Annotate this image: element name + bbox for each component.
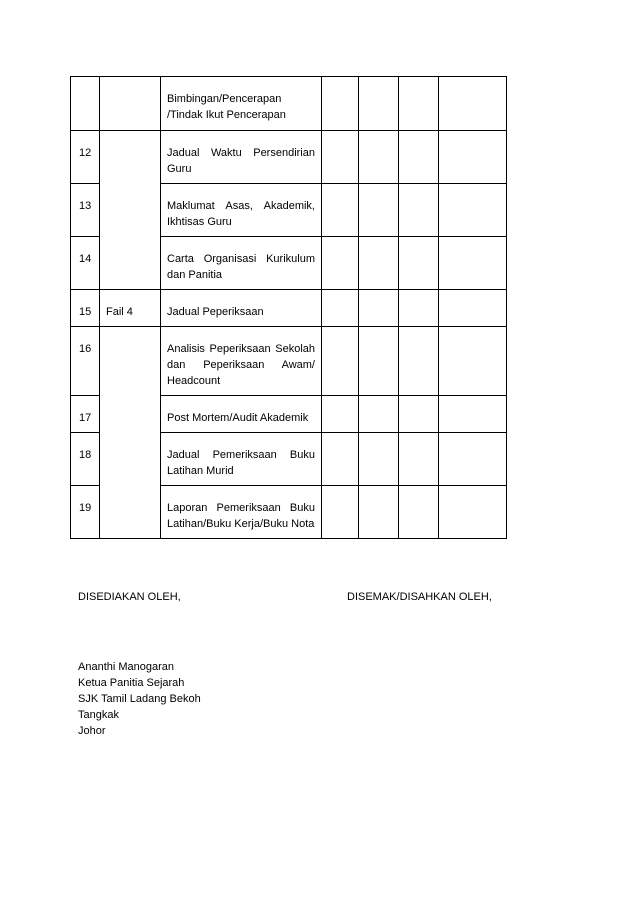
empty-cell: [439, 290, 507, 327]
preparer-state: Johor: [78, 725, 106, 737]
checked-by-label: DISEMAK/DISAHKAN OLEH,: [347, 591, 492, 603]
table-row: [71, 77, 507, 131]
row-number: 17: [71, 396, 100, 433]
item-cell: Analisis Peperiksaan Sekolah dan Peperiksaan Awam/ Headcount: [161, 327, 322, 396]
empty-cell: [439, 396, 507, 433]
empty-cell: [439, 184, 507, 237]
empty-cell: [359, 433, 399, 486]
item-cell: Jadual Waktu Persendirian Guru: [161, 131, 322, 184]
table-row: [71, 131, 507, 184]
empty-cell: [322, 433, 359, 486]
empty-cell: [399, 433, 439, 486]
empty-cell: [439, 433, 507, 486]
file-cell: Fail 4: [100, 290, 161, 327]
item-cell: Jadual Pemeriksaan Buku Latihan Murid: [161, 433, 322, 486]
item-cell: Maklumat Asas, Akademik, Ikhtisas Guru: [161, 184, 322, 237]
empty-cell: [359, 184, 399, 237]
item-cell: Bimbingan/Pencerapan /Tindak Ikut Pencerapan: [161, 77, 322, 131]
empty-cell: [322, 77, 359, 131]
row-number: 13: [71, 184, 100, 237]
row-number: 12: [71, 131, 100, 184]
document-table: [70, 76, 507, 539]
empty-cell: [399, 184, 439, 237]
empty-cell: [359, 327, 399, 396]
preparer-school: SJK Tamil Ladang Bekoh: [78, 693, 201, 705]
empty-cell: [359, 396, 399, 433]
empty-cell: [322, 237, 359, 290]
item-cell: Jadual Peperiksaan: [161, 290, 322, 327]
file-cell: [100, 327, 161, 539]
empty-cell: [359, 290, 399, 327]
empty-cell: [399, 327, 439, 396]
row-number: 19: [71, 486, 100, 539]
empty-cell: [399, 131, 439, 184]
empty-cell: [439, 77, 507, 131]
prepared-by-label: DISEDIAKAN OLEH,: [78, 591, 181, 603]
preparer-position: Ketua Panitia Sejarah: [78, 677, 185, 689]
item-cell: Carta Organisasi Kurikulum dan Panitia: [161, 237, 322, 290]
empty-cell: [322, 290, 359, 327]
row-number: 18: [71, 433, 100, 486]
empty-cell: [359, 237, 399, 290]
row-number: 14: [71, 237, 100, 290]
empty-cell: [322, 184, 359, 237]
preparer-details: [78, 659, 201, 739]
row-number: [71, 77, 100, 131]
empty-cell: [399, 77, 439, 131]
empty-cell: [439, 237, 507, 290]
preparer-name: Ananthi Manogaran: [78, 661, 175, 673]
table-row: [71, 327, 507, 396]
file-cell: [100, 77, 161, 131]
empty-cell: [399, 290, 439, 327]
row-number: 15: [71, 290, 100, 327]
file-cell: [100, 131, 161, 290]
empty-cell: [359, 131, 399, 184]
row-number: 16: [71, 327, 100, 396]
empty-cell: [322, 131, 359, 184]
item-cell: Post Mortem/Audit Akademik: [161, 396, 322, 433]
empty-cell: [439, 327, 507, 396]
empty-cell: [359, 77, 399, 131]
empty-cell: [439, 486, 507, 539]
empty-cell: [399, 486, 439, 539]
empty-cell: [322, 486, 359, 539]
empty-cell: [322, 327, 359, 396]
empty-cell: [399, 237, 439, 290]
empty-cell: [322, 396, 359, 433]
item-cell: Laporan Pemeriksaan Buku Latihan/Buku Kerja/Buku Nota: [161, 486, 322, 539]
table-row: [71, 290, 507, 327]
preparer-town: Tangkak: [78, 709, 119, 721]
empty-cell: [439, 131, 507, 184]
empty-cell: [399, 396, 439, 433]
empty-cell: [359, 486, 399, 539]
